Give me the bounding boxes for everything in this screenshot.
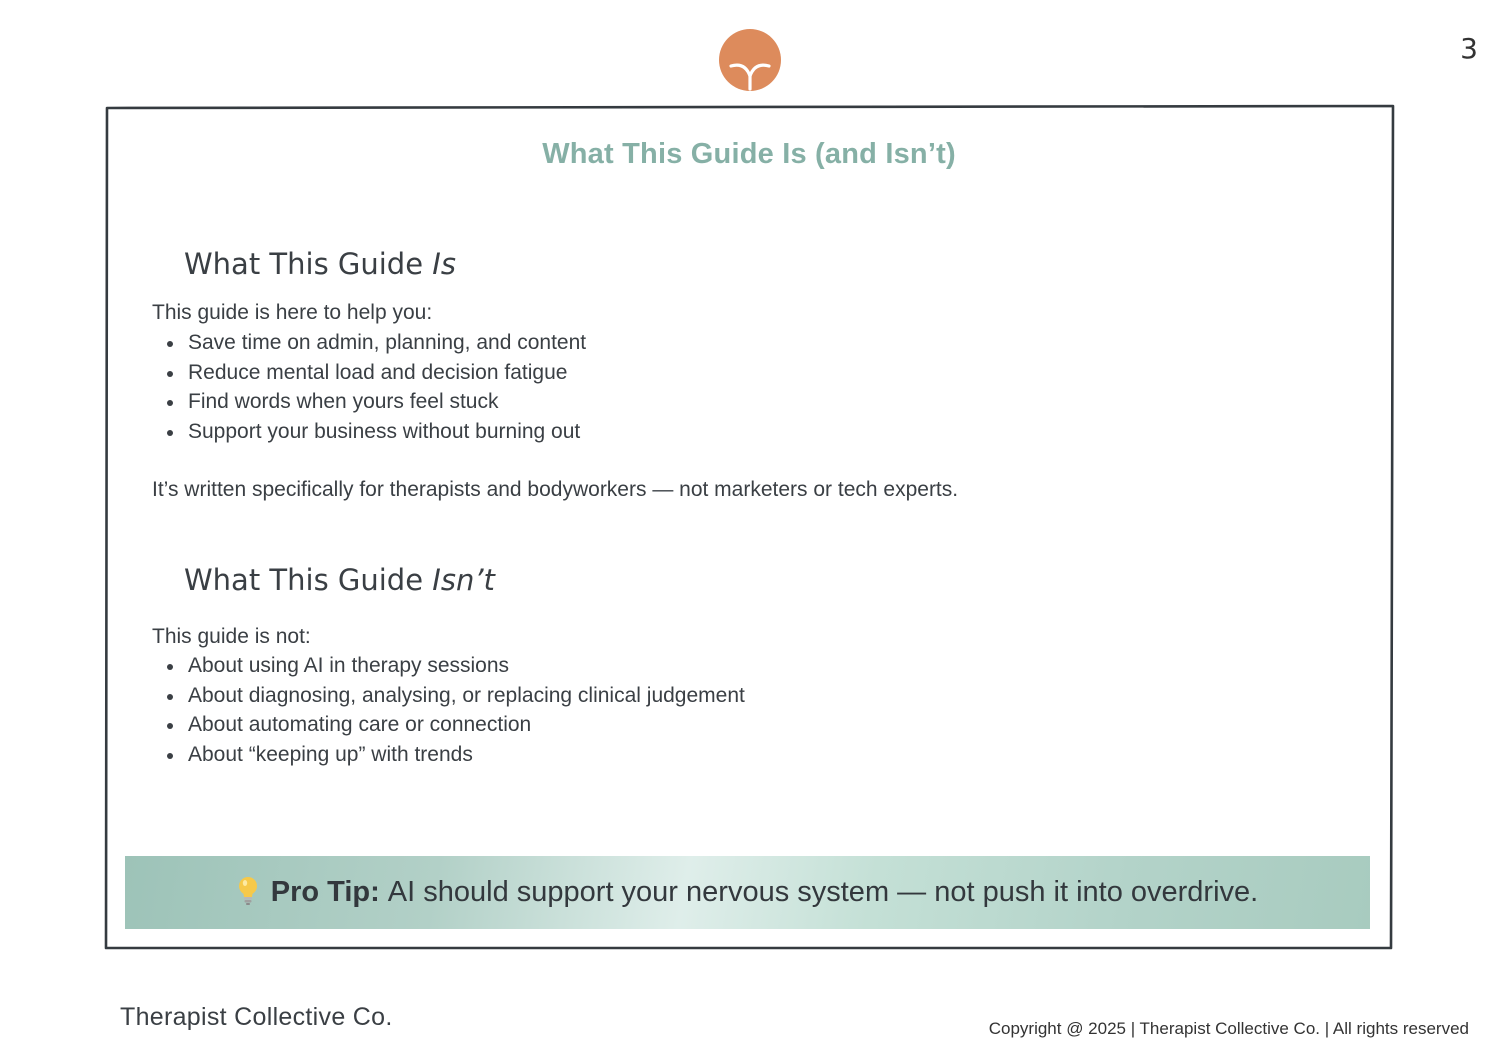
list-item: Reduce mental load and decision fatigue — [164, 358, 586, 388]
heading-isnt-prefix: What This Guide — [184, 563, 433, 597]
card-title: What This Guide Is (and Isn’t) — [542, 138, 956, 170]
heading-isnt-emphasis: Isn’t — [432, 563, 495, 597]
brand-logo-icon — [719, 29, 781, 91]
section-heading-isnt — [184, 563, 495, 597]
list-item: Support your business without burning out — [164, 417, 586, 447]
section-heading-is — [184, 247, 456, 281]
pro-tip-text: AI should support your nervous system — not push it into overdrive. — [387, 876, 1259, 908]
is-intro: This guide is here to help you: — [152, 301, 433, 324]
footer-brand: Therapist Collective Co. — [120, 1003, 393, 1031]
heading-is-emphasis: Is — [432, 247, 456, 281]
heading-is-prefix: What This Guide — [184, 247, 433, 281]
footer-copyright: Copyright @ 2025 | Therapist Collective Co. | All rights reserved — [988, 1019, 1469, 1038]
page-number: 3 — [1460, 32, 1478, 65]
list-item: About “keeping up” with trends — [164, 740, 745, 770]
list-item: About diagnosing, analysing, or replacing clinical judgement — [164, 681, 745, 711]
pro-tip-banner — [125, 856, 1370, 929]
is-bullet-list — [164, 328, 586, 446]
isnt-intro: This guide is not: — [152, 625, 311, 648]
lightbulb-icon — [237, 876, 259, 906]
list-item: About using AI in therapy sessions — [164, 651, 745, 681]
list-item: Save time on admin, planning, and content — [164, 328, 586, 358]
audience-statement: It’s written specifically for therapists and bodyworkers — not marketers or tech experts. — [152, 478, 959, 501]
list-item: About automating care or connection — [164, 710, 745, 740]
pro-tip-label: Pro Tip: — [270, 876, 380, 908]
isnt-bullet-list — [164, 651, 745, 769]
guide-card — [106, 107, 1392, 947]
list-item: Find words when yours feel stuck — [164, 387, 586, 417]
